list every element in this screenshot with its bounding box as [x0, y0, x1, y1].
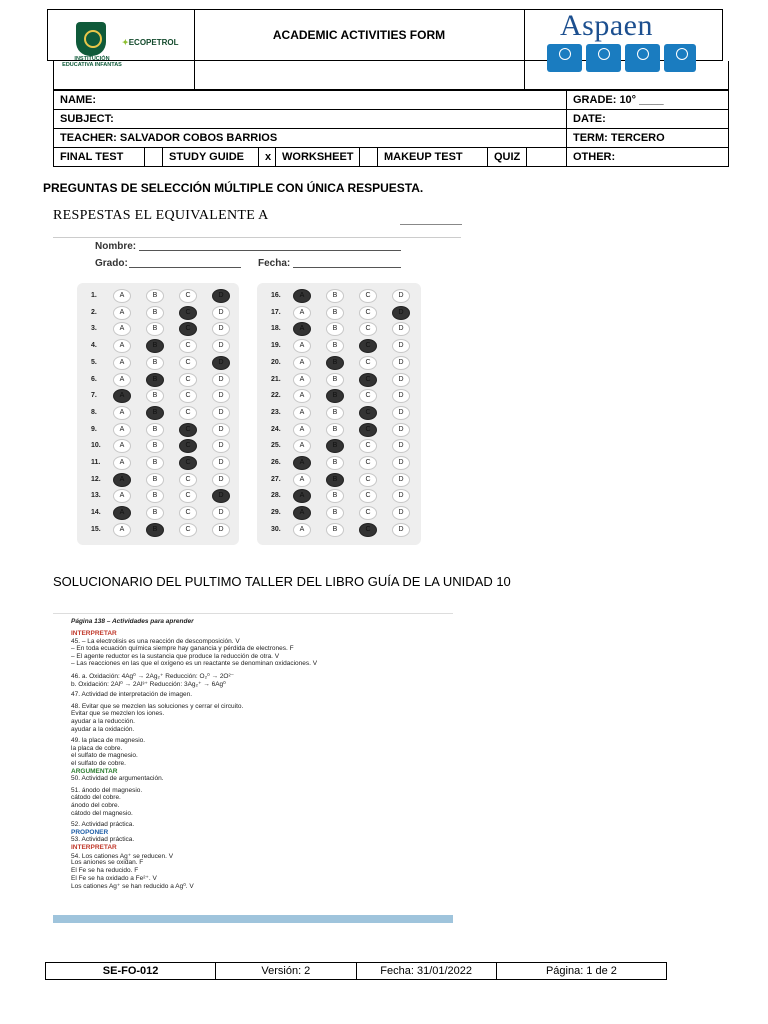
answer-bubble-a[interactable]: A: [113, 322, 131, 336]
answer-bubble-b[interactable]: B: [146, 289, 164, 303]
answer-bubble-c[interactable]: C: [179, 373, 197, 387]
answer-bubble-a[interactable]: A: [293, 506, 311, 520]
answer-bubble-c[interactable]: C: [179, 423, 197, 437]
institution-logo-text: INSTITUCIÓN EDUCATIVA INFANTAS: [62, 56, 122, 68]
answer-bubble-a[interactable]: A: [113, 406, 131, 420]
answer-bubble-d[interactable]: D: [392, 306, 410, 320]
solution-section-label: INTERPRETAR: [71, 630, 117, 637]
answer-bubble-c[interactable]: C: [179, 406, 197, 420]
question-number: 9.: [91, 425, 97, 433]
answer-bubble-b[interactable]: B: [146, 439, 164, 453]
answer-bubble-a[interactable]: A: [113, 306, 131, 320]
solution-section-label: INTERPRETAR: [71, 844, 117, 851]
answer-bubble-d[interactable]: D: [212, 356, 230, 370]
answer-bubble-b[interactable]: B: [326, 356, 344, 370]
answer-bubble-b[interactable]: B: [326, 423, 344, 437]
answer-bubble-c[interactable]: C: [179, 339, 197, 353]
answer-bubble-d[interactable]: D: [212, 489, 230, 503]
answer-bubble-a[interactable]: A: [293, 406, 311, 420]
answer-bubble-a[interactable]: A: [113, 339, 131, 353]
solution-line: 51. ánodo del magnesio.: [71, 786, 143, 794]
answer-bubble-d[interactable]: D: [212, 473, 230, 487]
answer-bubble-d[interactable]: D: [392, 339, 410, 353]
answer-bubble-a[interactable]: A: [113, 506, 131, 520]
answer-bubble-b[interactable]: B: [146, 506, 164, 520]
subject-field[interactable]: SUBJECT:: [54, 110, 567, 129]
answer-bubble-c[interactable]: C: [179, 289, 197, 303]
answer-bubble-a[interactable]: A: [293, 289, 311, 303]
answer-bubble-d[interactable]: D: [392, 356, 410, 370]
answer-bubble-c[interactable]: C: [179, 456, 197, 470]
type-worksheet[interactable]: WORKSHEET: [276, 148, 360, 166]
answer-bubble-c[interactable]: C: [359, 439, 377, 453]
answer-bubble-c[interactable]: C: [179, 473, 197, 487]
solution-line: b. Oxidación: 2Al⁰ → 2Al³⁺ Reducción: 3Ag₂⁺ → 6Ag⁰: [71, 680, 226, 688]
solution-line: Los aniones se oxidan. F: [71, 859, 144, 867]
answer-bubble-a[interactable]: A: [293, 322, 311, 336]
answer-bubble-c[interactable]: C: [179, 489, 197, 503]
answer-bubble-d[interactable]: D: [212, 322, 230, 336]
teacher-field: TEACHER: SALVADOR COBOS BARRIOS: [54, 129, 567, 148]
activity-type-row: [54, 148, 567, 167]
type-study-guide[interactable]: STUDY GUIDE: [163, 148, 259, 166]
question-number: 19.: [271, 342, 281, 350]
solution-line: 47. Actividad de interpretación de imagen.: [71, 691, 193, 699]
answer-bubble-b[interactable]: B: [146, 306, 164, 320]
answer-bubble-d[interactable]: D: [212, 523, 230, 537]
solution-line: ayudar a la reducción.: [71, 718, 135, 725]
answer-bubble-b[interactable]: B: [146, 389, 164, 403]
answer-bubble-d[interactable]: D: [392, 322, 410, 336]
solution-line: la placa de cobre.: [71, 744, 123, 752]
answer-bubble-a[interactable]: A: [113, 423, 131, 437]
solution-line: cátodo del cobre.: [71, 794, 121, 802]
answer-bubble-b[interactable]: B: [146, 339, 164, 353]
question-number: 21.: [271, 375, 281, 383]
question-number: 7.: [91, 392, 97, 400]
question-number: 12.: [91, 475, 101, 483]
answer-bubble-c[interactable]: C: [359, 473, 377, 487]
answer-bubble-c[interactable]: C: [359, 373, 377, 387]
question-number: 11.: [91, 459, 101, 466]
answer-bubble-b[interactable]: B: [326, 406, 344, 420]
answer-bubble-c[interactable]: C: [359, 389, 377, 403]
answer-bubble-b[interactable]: B: [146, 406, 164, 420]
answer-bubble-d[interactable]: D: [212, 423, 230, 437]
answer-bubble-a[interactable]: A: [293, 523, 311, 537]
solution-page-title: Página 138 – Actividades para aprender: [71, 618, 194, 625]
answer-bubble-d[interactable]: D: [392, 523, 410, 537]
footer-table: [45, 962, 667, 980]
ecopetrol-leaf-icon: ✦: [122, 38, 129, 47]
answer-bubble-d[interactable]: D: [392, 406, 410, 420]
solution-line: Los cationes Ag⁺ se han reducido a Ag⁰. V: [71, 883, 194, 890]
form-title: ACADEMIC ACTIVITIES FORM: [194, 10, 525, 60]
answer-bubble-b[interactable]: B: [146, 473, 164, 487]
solution-line: – El agente reductor es la sustancia que produce la reducción de otra. V: [71, 652, 280, 660]
answer-bubble-d[interactable]: D: [212, 506, 230, 520]
answer-bubble-c[interactable]: C: [359, 423, 377, 437]
footer-date: Fecha: 31/01/2022: [357, 963, 497, 979]
screenshot-taskbar: [53, 915, 453, 923]
solucionario-heading: SOLUCIONARIO DEL PULTIMO TALLER DEL LIBRO GUÍA DE LA UNIDAD 10: [53, 574, 511, 589]
question-number: 3.: [91, 325, 97, 333]
footer-page: Página: 1 de 2: [545, 965, 617, 977]
answer-bubble-a[interactable]: A: [113, 473, 131, 487]
answer-bubble-c[interactable]: C: [359, 356, 377, 370]
answer-bubble-a[interactable]: A: [293, 339, 311, 353]
question-number: 13.: [91, 492, 101, 500]
answer-bubble-c[interactable]: C: [359, 289, 377, 303]
solution-line: – Las reacciones en las que el oxígeno es un reactante se denominan oxidaciones. V: [71, 660, 318, 668]
solution-line: 52. Actividad práctica.: [71, 821, 135, 829]
answer-bubble-c[interactable]: C: [179, 306, 197, 320]
footer-code: SE-FO-012: [46, 963, 216, 979]
answer-bubble-b[interactable]: B: [146, 423, 164, 437]
aspaen-logo: Aspaen: [560, 9, 653, 42]
blank-line: [400, 224, 462, 225]
answer-bubble-b[interactable]: B: [326, 473, 344, 487]
question-number: 5.: [91, 358, 97, 366]
answer-bubble-b[interactable]: B: [326, 322, 344, 336]
sheet-date-label: Fecha:: [258, 258, 291, 269]
answer-bubble-d[interactable]: D: [212, 289, 230, 303]
answer-bubble-c[interactable]: C: [359, 339, 377, 353]
info-table: [53, 90, 729, 167]
name-field[interactable]: NAME:: [54, 91, 567, 110]
answer-bubble-a[interactable]: A: [113, 439, 131, 453]
solution-line: cátodo del magnesio.: [71, 809, 133, 817]
question-number: 6.: [91, 375, 97, 383]
type-final-test[interactable]: FINAL TEST: [54, 148, 145, 166]
question-number: 28.: [271, 492, 281, 500]
question-number: 10.: [91, 442, 101, 450]
answer-bubble-d[interactable]: D: [392, 439, 410, 453]
type-makeup-test[interactable]: MAKEUP TEST: [378, 148, 488, 166]
solution-line: ayudar a la oxidación.: [71, 725, 135, 733]
answer-bubble-a[interactable]: A: [113, 373, 131, 387]
solution-line: El Fe se ha reducido. F: [71, 866, 139, 874]
question-number: 15.: [91, 525, 101, 533]
answer-bubble-d[interactable]: D: [392, 473, 410, 487]
question-number: 8.: [91, 408, 97, 416]
solution-image: [53, 613, 453, 921]
answer-bubble-a[interactable]: A: [293, 473, 311, 487]
answer-bubble-b[interactable]: B: [326, 439, 344, 453]
question-number: 26.: [271, 459, 281, 466]
institution-shield-icon: [76, 22, 106, 56]
question-number: 24.: [271, 425, 281, 433]
type-quiz[interactable]: QUIZ: [488, 148, 527, 166]
answer-bubble-d[interactable]: D: [392, 423, 410, 437]
question-number: 4.: [91, 342, 97, 350]
footer-version: Versión: 2: [216, 963, 356, 979]
term-field: TERM: TERCERO: [567, 129, 729, 148]
logos-cell: [48, 10, 195, 68]
type-final-test-box[interactable]: [145, 148, 163, 166]
answer-bubble-d[interactable]: D: [212, 456, 230, 470]
solution-line: 49. la placa de magnesio.: [71, 737, 146, 745]
answer-bubble-a[interactable]: A: [113, 489, 131, 503]
answers-column-1: [77, 283, 239, 545]
answer-bubble-b[interactable]: B: [326, 339, 344, 353]
solution-line: 48. Evitar que se mezclen las soluciones y cerrar el circuito.: [71, 702, 244, 710]
answer-bubble-b[interactable]: B: [146, 373, 164, 387]
solution-line: 50. Actividad de argumentación.: [71, 775, 164, 783]
solution-line: el sulfato de magnesio.: [71, 752, 138, 760]
question-number: 27.: [271, 475, 281, 483]
answer-sheet-image: [53, 237, 461, 548]
question-number: 29.: [271, 509, 281, 517]
answer-bubble-c[interactable]: C: [179, 439, 197, 453]
answer-bubble-c[interactable]: C: [179, 523, 197, 537]
question-number: 14.: [91, 509, 101, 517]
solution-line: El Fe se ha oxidado a Fe²⁺. V: [71, 875, 157, 883]
answer-bubble-b[interactable]: B: [146, 489, 164, 503]
respuestas-heading: RESPESTAS EL EQUIVALENTE A: [53, 208, 269, 223]
solution-line: 45. – La electrolisis es una reacción de descomposición. V: [71, 637, 240, 645]
answer-bubble-c[interactable]: C: [359, 306, 377, 320]
answer-bubble-d[interactable]: D: [212, 339, 230, 353]
solution-section-label: ARGUMENTAR: [71, 767, 118, 775]
answer-bubble-b[interactable]: B: [326, 389, 344, 403]
answer-bubble-b[interactable]: B: [326, 306, 344, 320]
answer-bubble-c[interactable]: C: [359, 523, 377, 537]
solution-line: – En toda ecuación química siempre hay ganancia y pérdida de electrones. F: [71, 645, 294, 653]
solution-line: el sulfato de cobre.: [71, 760, 126, 767]
question-number: 23.: [271, 408, 281, 416]
solution-line: Evitar que se mezclen los iones.: [71, 710, 165, 718]
solution-section-label: PROPONER: [71, 828, 109, 836]
answer-bubble-c[interactable]: C: [179, 322, 197, 336]
header-bottom-row: [53, 61, 729, 90]
sheet-name-label: Nombre:: [95, 241, 137, 252]
answer-bubble-c[interactable]: C: [179, 356, 197, 370]
answer-bubble-a[interactable]: A: [293, 356, 311, 370]
answer-bubble-c[interactable]: C: [179, 389, 197, 403]
answer-bubble-d[interactable]: D: [392, 489, 410, 503]
answer-bubble-a[interactable]: A: [293, 456, 311, 470]
answer-bubble-a[interactable]: A: [113, 523, 131, 537]
question-number: 30.: [271, 525, 281, 533]
section-heading: PREGUNTAS DE SELECCIÓN MÚLTIPLE CON ÚNICA RESPUESTA.: [43, 181, 424, 195]
grade-field[interactable]: GRADE: 10° ____: [567, 91, 729, 110]
other-field[interactable]: OTHER:: [567, 148, 729, 167]
answer-bubble-a[interactable]: A: [293, 306, 311, 320]
answer-bubble-b[interactable]: B: [326, 289, 344, 303]
answer-bubble-b[interactable]: B: [326, 456, 344, 470]
answer-bubble-d[interactable]: D: [392, 289, 410, 303]
question-number: 22.: [271, 392, 281, 400]
answer-bubble-a[interactable]: A: [293, 423, 311, 437]
question-number: 2.: [91, 308, 97, 316]
solution-line: 53. Actividad práctica.: [71, 836, 135, 844]
answer-bubble-b[interactable]: B: [326, 506, 344, 520]
answer-bubble-d[interactable]: D: [212, 439, 230, 453]
question-number: 16.: [271, 292, 281, 299]
date-field[interactable]: DATE:: [567, 110, 729, 129]
solution-line: 54. Los cationes Ag⁺ se reducen. V: [71, 852, 174, 860]
type-quiz-box[interactable]: [527, 148, 545, 166]
question-number: 17.: [271, 308, 281, 316]
solution-line: ánodo del cobre.: [71, 802, 120, 809]
answer-bubble-a[interactable]: A: [293, 389, 311, 403]
answer-bubble-c[interactable]: C: [359, 406, 377, 420]
answer-bubble-d[interactable]: D: [212, 306, 230, 320]
ecopetrol-logo: ✦ECOPETROL: [122, 38, 179, 47]
question-number: 1.: [91, 292, 97, 299]
answer-bubble-d[interactable]: D: [392, 506, 410, 520]
answer-bubble-c[interactable]: C: [359, 456, 377, 470]
answer-bubble-d[interactable]: D: [392, 373, 410, 387]
question-number: 18.: [271, 325, 281, 333]
answer-bubble-b[interactable]: B: [146, 456, 164, 470]
answers-column-2: [257, 283, 421, 545]
question-number: 25.: [271, 442, 281, 450]
answer-bubble-a[interactable]: A: [113, 389, 131, 403]
answer-bubble-c[interactable]: C: [359, 489, 377, 503]
answer-bubble-c[interactable]: C: [359, 506, 377, 520]
solution-line: 46. a. Oxidación: 4Ag⁰ → 2Ag₂⁺ Reducción: O₂⁰ → 2O²⁻: [71, 673, 235, 680]
question-number: 20.: [271, 358, 281, 366]
answer-bubble-c[interactable]: C: [359, 322, 377, 336]
answer-bubble-a[interactable]: A: [293, 439, 311, 453]
answer-bubble-b[interactable]: B: [146, 322, 164, 336]
answer-bubble-b[interactable]: B: [326, 373, 344, 387]
answer-bubble-d[interactable]: D: [392, 389, 410, 403]
type-study-guide-box[interactable]: x: [259, 148, 276, 166]
answer-bubble-b[interactable]: B: [146, 356, 164, 370]
sheet-grade-label: Grado:: [95, 258, 128, 269]
answer-bubble-d[interactable]: D: [212, 406, 230, 420]
answer-bubble-c[interactable]: C: [179, 506, 197, 520]
answer-bubble-a[interactable]: A: [113, 356, 131, 370]
answer-bubble-a[interactable]: A: [293, 373, 311, 387]
answer-bubble-a[interactable]: A: [113, 289, 131, 303]
answer-bubble-a[interactable]: A: [293, 489, 311, 503]
answer-bubble-d[interactable]: D: [392, 456, 410, 470]
answer-bubble-d[interactable]: D: [212, 373, 230, 387]
type-worksheet-box[interactable]: [360, 148, 378, 166]
answer-bubble-b[interactable]: B: [326, 489, 344, 503]
answer-bubble-a[interactable]: A: [113, 456, 131, 470]
answer-bubble-b[interactable]: B: [326, 523, 344, 537]
answer-bubble-d[interactable]: D: [212, 389, 230, 403]
answer-bubble-b[interactable]: B: [146, 523, 164, 537]
